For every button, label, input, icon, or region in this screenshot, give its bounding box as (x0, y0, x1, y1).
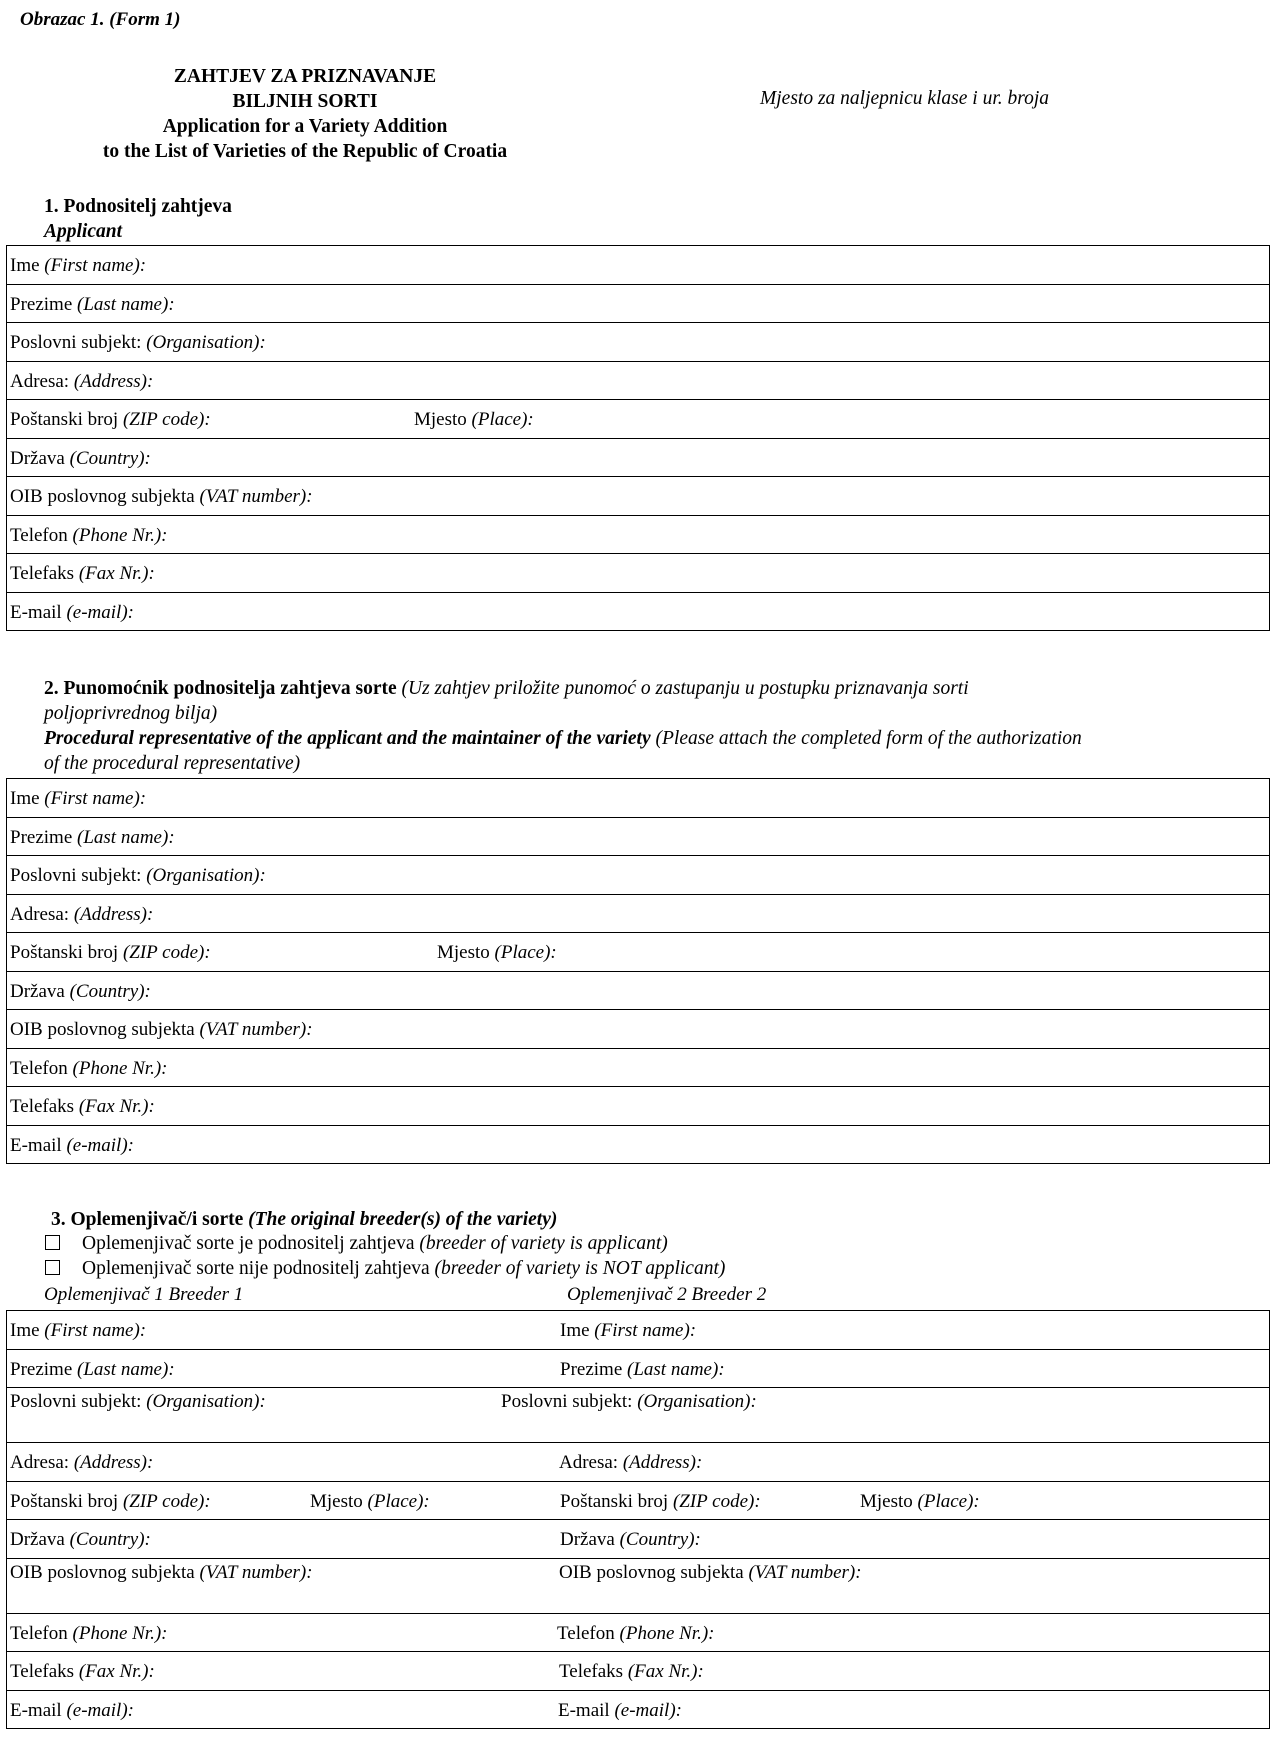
section2-heading (44, 676, 1264, 776)
representative-table (6, 778, 1270, 1164)
section2-note-en: (Please attach the completed form of the authorization (655, 728, 1082, 749)
applicant-first-name-field[interactable]: Ime (First name): (6, 246, 1270, 285)
breeder-email-row[interactable]: E-mail (e-mail): E-mail (e-mail): (6, 1691, 1270, 1730)
section3-title-en: (The original breeder(s) of the variety) (248, 1209, 558, 1230)
section1-title: 1. Podnositelj zahtjeva (44, 196, 232, 217)
breeder-last-name-row[interactable]: Prezime (Last name): Prezime (Last name): (6, 1350, 1270, 1389)
form-label: Obrazac 1. (Form 1) (20, 9, 181, 30)
applicant-email-field[interactable]: E-mail (e-mail): (6, 593, 1270, 632)
breeder-is-applicant-option[interactable]: Oplemenjivač sorte je podnositelj zahtjeva (breeder of variety is applicant) (45, 1233, 668, 1255)
section1-subtitle: Applicant (44, 221, 123, 242)
breeder-fax-row[interactable]: Telefaks (Fax Nr.): Telefaks (Fax Nr.): (6, 1652, 1270, 1691)
breeder-address-row[interactable]: Adresa: (Address): Adresa: (Address): (6, 1443, 1270, 1482)
applicant-last-name-field[interactable]: Prezime (Last name): (6, 285, 1270, 324)
breeder-phone-row[interactable]: Telefon (Phone Nr.): Telefon (Phone Nr.): (6, 1614, 1270, 1653)
breeder-is-applicant-checkbox[interactable] (45, 1235, 60, 1250)
applicant-country-field[interactable]: Država (Country): (6, 439, 1270, 478)
sticker-placeholder-note: Mjesto za naljepnicu klase i ur. broja (760, 88, 1050, 109)
section1-heading (44, 194, 232, 244)
rep-vat-field[interactable]: OIB poslovnog subjekta (VAT number): (6, 1010, 1270, 1049)
breeder-zip-place-row[interactable]: Poštanski broj (ZIP code): Mjesto (Place): Poštanski broj (ZIP code): Mjesto (Place): (6, 1482, 1270, 1521)
applicant-address-field[interactable]: Adresa: (Address): (6, 362, 1270, 401)
rep-organisation-field[interactable]: Poslovni subjekt: (Organisation): (6, 856, 1270, 895)
breeder-not-applicant-checkbox[interactable] (45, 1260, 60, 1275)
section3-title: 3. Oplemenjivač/i sorte (51, 1209, 244, 1230)
rep-zip-place-field[interactable]: Poštanski broj (ZIP code): Mjesto (Place): (6, 933, 1270, 972)
applicant-table (6, 245, 1270, 631)
section2-title-en: Procedural representative of the applicant and the maintainer of the variety (44, 728, 651, 749)
applicant-phone-field[interactable]: Telefon (Phone Nr.): (6, 516, 1270, 555)
breeder-not-applicant-option[interactable]: Oplemenjivač sorte nije podnositelj zahtjeva (breeder of variety is NOT applicant) (45, 1258, 725, 1280)
breeder-country-row[interactable]: Država (Country): Država (Country): (6, 1520, 1270, 1559)
rep-first-name-field[interactable]: Ime (First name): (6, 779, 1270, 818)
rep-fax-field[interactable]: Telefaks (Fax Nr.): (6, 1087, 1270, 1126)
section3-heading (51, 1207, 557, 1232)
title-line-2: BILJNIH SORTI (232, 91, 378, 112)
section2-note-en-cont: of the procedural representative) (44, 753, 301, 774)
rep-last-name-field[interactable]: Prezime (Last name): (6, 818, 1270, 857)
breeder2-heading: Oplemenjivač 2 Breeder 2 (567, 1284, 767, 1305)
breeder-first-name-row[interactable]: Ime (First name): Ime (First name): (6, 1311, 1270, 1350)
applicant-organisation-field[interactable]: Poslovni subjekt: (Organisation): (6, 323, 1270, 362)
breeder-organisation-row[interactable]: Poslovni subjekt: (Organisation): Poslovni subjekt: (Organisation): (6, 1388, 1270, 1443)
rep-phone-field[interactable]: Telefon (Phone Nr.): (6, 1049, 1270, 1088)
section2-title: 2. Punomoćnik podnositelja zahtjeva sorte (44, 678, 397, 699)
title-line-4: to the List of Varieties of the Republic of Croatia (102, 141, 508, 162)
applicant-zip-place-field[interactable]: Poštanski broj (ZIP code): Mjesto (Place): (6, 400, 1270, 439)
applicant-fax-field[interactable]: Telefaks (Fax Nr.): (6, 554, 1270, 593)
breeder-vat-row[interactable]: OIB poslovnog subjekta (VAT number): OIB poslovnog subjekta (VAT number): (6, 1559, 1270, 1614)
section2-note-hr: (Uz zahtjev priložite punomoć o zastupanju u postupku priznavanja sorti (401, 678, 969, 699)
breeder1-heading: Oplemenjivač 1 Breeder 1 (44, 1284, 244, 1305)
title-line-1: ZAHTJEV ZA PRIZNAVANJE (173, 66, 437, 87)
form-title (55, 64, 555, 164)
title-line-3: Application for a Variety Addition (162, 116, 448, 137)
section2-note-hr-cont: poljoprivrednog bilja) (44, 703, 218, 724)
breeders-table (6, 1310, 1270, 1729)
rep-country-field[interactable]: Država (Country): (6, 972, 1270, 1011)
rep-email-field[interactable]: E-mail (e-mail): (6, 1126, 1270, 1165)
rep-address-field[interactable]: Adresa: (Address): (6, 895, 1270, 934)
applicant-vat-field[interactable]: OIB poslovnog subjekta (VAT number): (6, 477, 1270, 516)
